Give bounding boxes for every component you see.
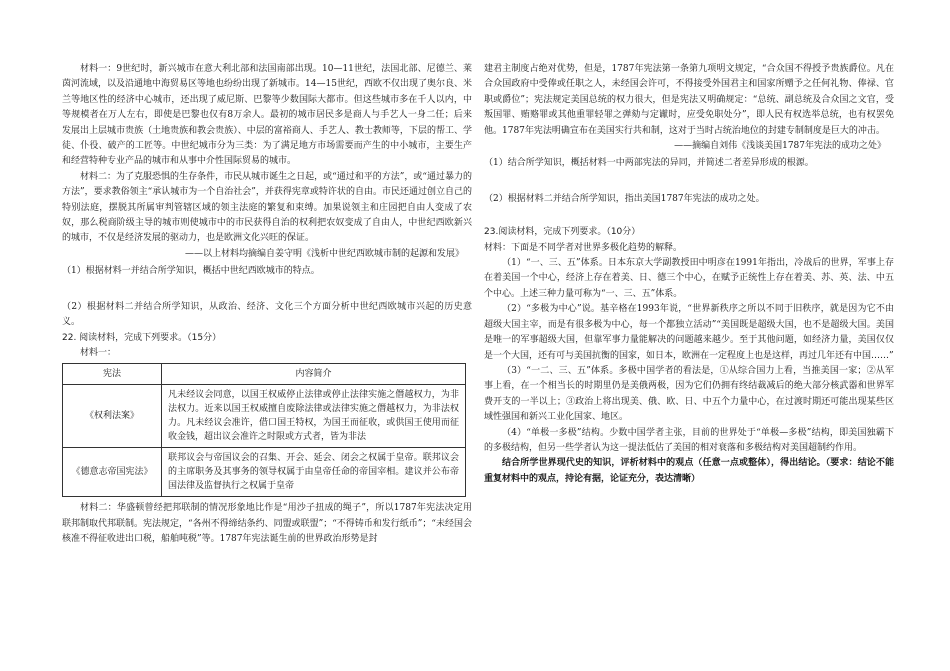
table-header-row bbox=[63, 364, 466, 385]
source-note: ——摘编自刘伟《浅谈美国1787年宪法的成功之处》 bbox=[674, 141, 886, 152]
material-2b-paragraph bbox=[62, 501, 472, 547]
table-cell-desc: 凡未经议会同意，以国王权威停止法律或停止法律实施之僭越权力，为非法权力。近来以国王权威擅自废除法律或法律实施之僭越权力，为非法权力。凡未经议会准许，借口国王特权，为国王而征收，或供国王使用而征收金钱，超出议会准许之时限或方式者，皆为非法 bbox=[162, 385, 466, 448]
material-2-paragraph bbox=[62, 170, 472, 247]
table-row bbox=[63, 385, 466, 448]
material-1-paragraph bbox=[62, 62, 472, 170]
question-21-1: （1）根据材料一并结合所学知识，概括中世纪西欧城市的特点。 bbox=[62, 266, 320, 277]
question-23-task: 结合所学世界现代史的知识，评析材料中的观点（任意一点或整体），得出结论。（要求：结论不能重复材料中的观点，持论有据，论证充分，表达清晰） bbox=[484, 458, 894, 484]
material-intro: 材料：下面是不同学者对世界多极化趋势的解释。 bbox=[484, 242, 683, 253]
constitution-table bbox=[62, 363, 466, 497]
right-column bbox=[484, 62, 894, 487]
question-21-2: （2）根据材料二并结合所学知识，从政治、经济、文化三个方面分析中世纪西欧城市兴起的历史意义。 bbox=[62, 301, 472, 328]
table-row bbox=[63, 448, 466, 497]
question-23-heading: 23.阅读材料，完成下列要求。（10分） bbox=[484, 227, 641, 238]
material-2b-text: 华盛顿曾经把邦联制的情况形象地比作是“用沙子扭成的绳子”，所以1787年宪法决定用联邦制取代邦联制。宪法规定，“各州不得缔结条约、同盟或联盟”；“不得铸币和发行纸币”；“未经国会核准不得征收进出口税，船舶吨税”等。1787年宪法诞生前的世界政治形势是封 bbox=[62, 503, 473, 545]
view-4: （4）“单极一多极”结构。少数中国学者主张，目前的世界处于“单极—多极”结构，即美国独霸下的多极结构，但另一些学者认为这一提法低估了美国的相对衰落和多极结构对美国超制约作用。 bbox=[484, 427, 894, 453]
table-cell-name: 《权利法案》 bbox=[63, 385, 162, 448]
left-column bbox=[62, 62, 472, 548]
continuation-paragraph: 建君主制度占绝对优势，但是，1787年宪法第一条第九项明文规定，“合众国不得授予贵族爵位。凡在合众国政府中受俸或任职之人，未经国会许可，不得接受外国君主和国家所赠予之任何礼物、俸禄、官职或爵位”；宪法规定美国总统的权力很大，但是宪法又明确规定：“总统、副总统及合众国之文官，受叛国罪、贿赂罪或其他重罪轻罪之弹劾与定谳时，应受免职处分”，即人民有权选举总统，也有权罢免他。1787年宪法明确宣布在美国实行共和制，这对于当时占统治地位的封建专制制度是巨大的冲击。 bbox=[484, 64, 894, 136]
table-cell-name: 《德意志帝国宪法》 bbox=[63, 448, 162, 497]
material-1b-label: 材料一： bbox=[80, 347, 117, 358]
material-2-label: 材料二： bbox=[80, 171, 117, 182]
view-1: （1）“一、三、五”体系。日本东京大学副教授田中明彦在1991年指出，冷战后的世界，军事上存在着美国一个中心，经济上存在着美、日、德三个中心，在赋予正统性上存在着美、苏、英、法、中五个中心。上述三种力量可称为“一、三、五”体系。 bbox=[484, 258, 894, 299]
table-header-constitution: 宪法 bbox=[63, 364, 162, 385]
question-22-heading: 22. 阅读材料，完成下列要求。（15分） bbox=[62, 332, 222, 343]
question-22-1: （1）结合所学知识，概括材料一中两部宪法的异同，并简述二者差异形成的根源。 bbox=[484, 158, 814, 169]
material-1-label: 材料一： bbox=[80, 64, 117, 74]
material-1-text: 9世纪时，新兴城市在意大利北部和法国南部出现。10—11世纪，法国北部、尼德兰、莱茵河流域，以及沿通地中海贸易区等地也纷纷出现了新城市。14—15世纪，西欧不仅出现了奥尔良、米兰等地区性的经济中心城市，还出现了威尼斯、巴黎等少数国际大都市。但这些城市多在千人以内，中等规模者在万人左右，即使是巴黎也仅有8万余人。最初的城市居民多是商人与手艺人一身二任；后来发展出上层城市贵族（土地贵族和教会贵族）、中层的富裕商人、手艺人、教士教师等，下层的帮工、学徒、仆役、破产的工匠等。中世纪城市分为三类：为了满足地方市场需要而产生的中小城市，主要生产和经营特种专业产品的城市和从事中介性国际贸易的城市。 bbox=[62, 64, 472, 167]
view-2: （2）“多极为中心”说。基辛格在1993年说，“世界新秩序之所以不同于旧秩序，就是因为它不由超级大国主宰，而是有很多极为中心，每一个都独立活动”“美国既是超级大国，也不是超级大国。美国是唯一的军事超级大国，但靠军事力量能解决的问题越来越少。至于其他问题，如经济力量，美国仅仅是一个大国，还有可与美国抗衡的国家，如日本，欧洲在一定程度上也是这样，再过几年还有中国……” bbox=[484, 304, 894, 361]
material-2b-label: 材料二： bbox=[80, 503, 117, 514]
table-header-summary: 内容简介 bbox=[162, 364, 466, 385]
view-3: （3）“一二、三、五”体系。多极中国学者的看法是，①从综合国力上看，当推美国一家；②从军事上看，在一个相当长的时期里仍是美俄两极，因为它们仍拥有终结裁减后的绝大部分核武器和世界军费开支的一半以上；③政治上将出现美、俄、欧、日、中五个力量中心，在过渡时期还可能出现某些区域性强国和新兴工业化国家、地区。 bbox=[484, 365, 894, 423]
source-note: ——以上材料均摘编自姜守明《浅析中世纪西欧城市制的起源和发展》 bbox=[184, 248, 464, 259]
question-22-2: （2）根据材料二并结合所学知识，指出美国1787年宪法的成功之处。 bbox=[484, 193, 765, 204]
material-2-text: 为了克服恐惧的生存条件，市民从城市诞生之日起，或“通过和平的方法”，或“通过暴力的方法”，要求教俗领主“承认城市为一个自治社会”，并获得宪章或特许状的自由。市民还通过创立自己的特别法庭，摆脱其所属审判管辖区域的领主法庭的繁复和束缚。加果说领主和庄园把自由人变成了农奴，那么税商阶级主导的城市则使城市中的市民获得自治的权利把农奴变成了自由人，中世纪西欧新兴的城市，不仅是经济发展的驱动力，也是欧洲文化兴旺的保证。 bbox=[62, 171, 472, 244]
table-cell-desc: 联邦议会与帝国议会的召集、开会、延会、闭会之权属于皇帝。联邦议会的主席职务及其事务的领导权属于由皇帝任命的帝国宰相。建议并公布帝国法律及监督执行之权属于皇帝 bbox=[162, 448, 466, 497]
